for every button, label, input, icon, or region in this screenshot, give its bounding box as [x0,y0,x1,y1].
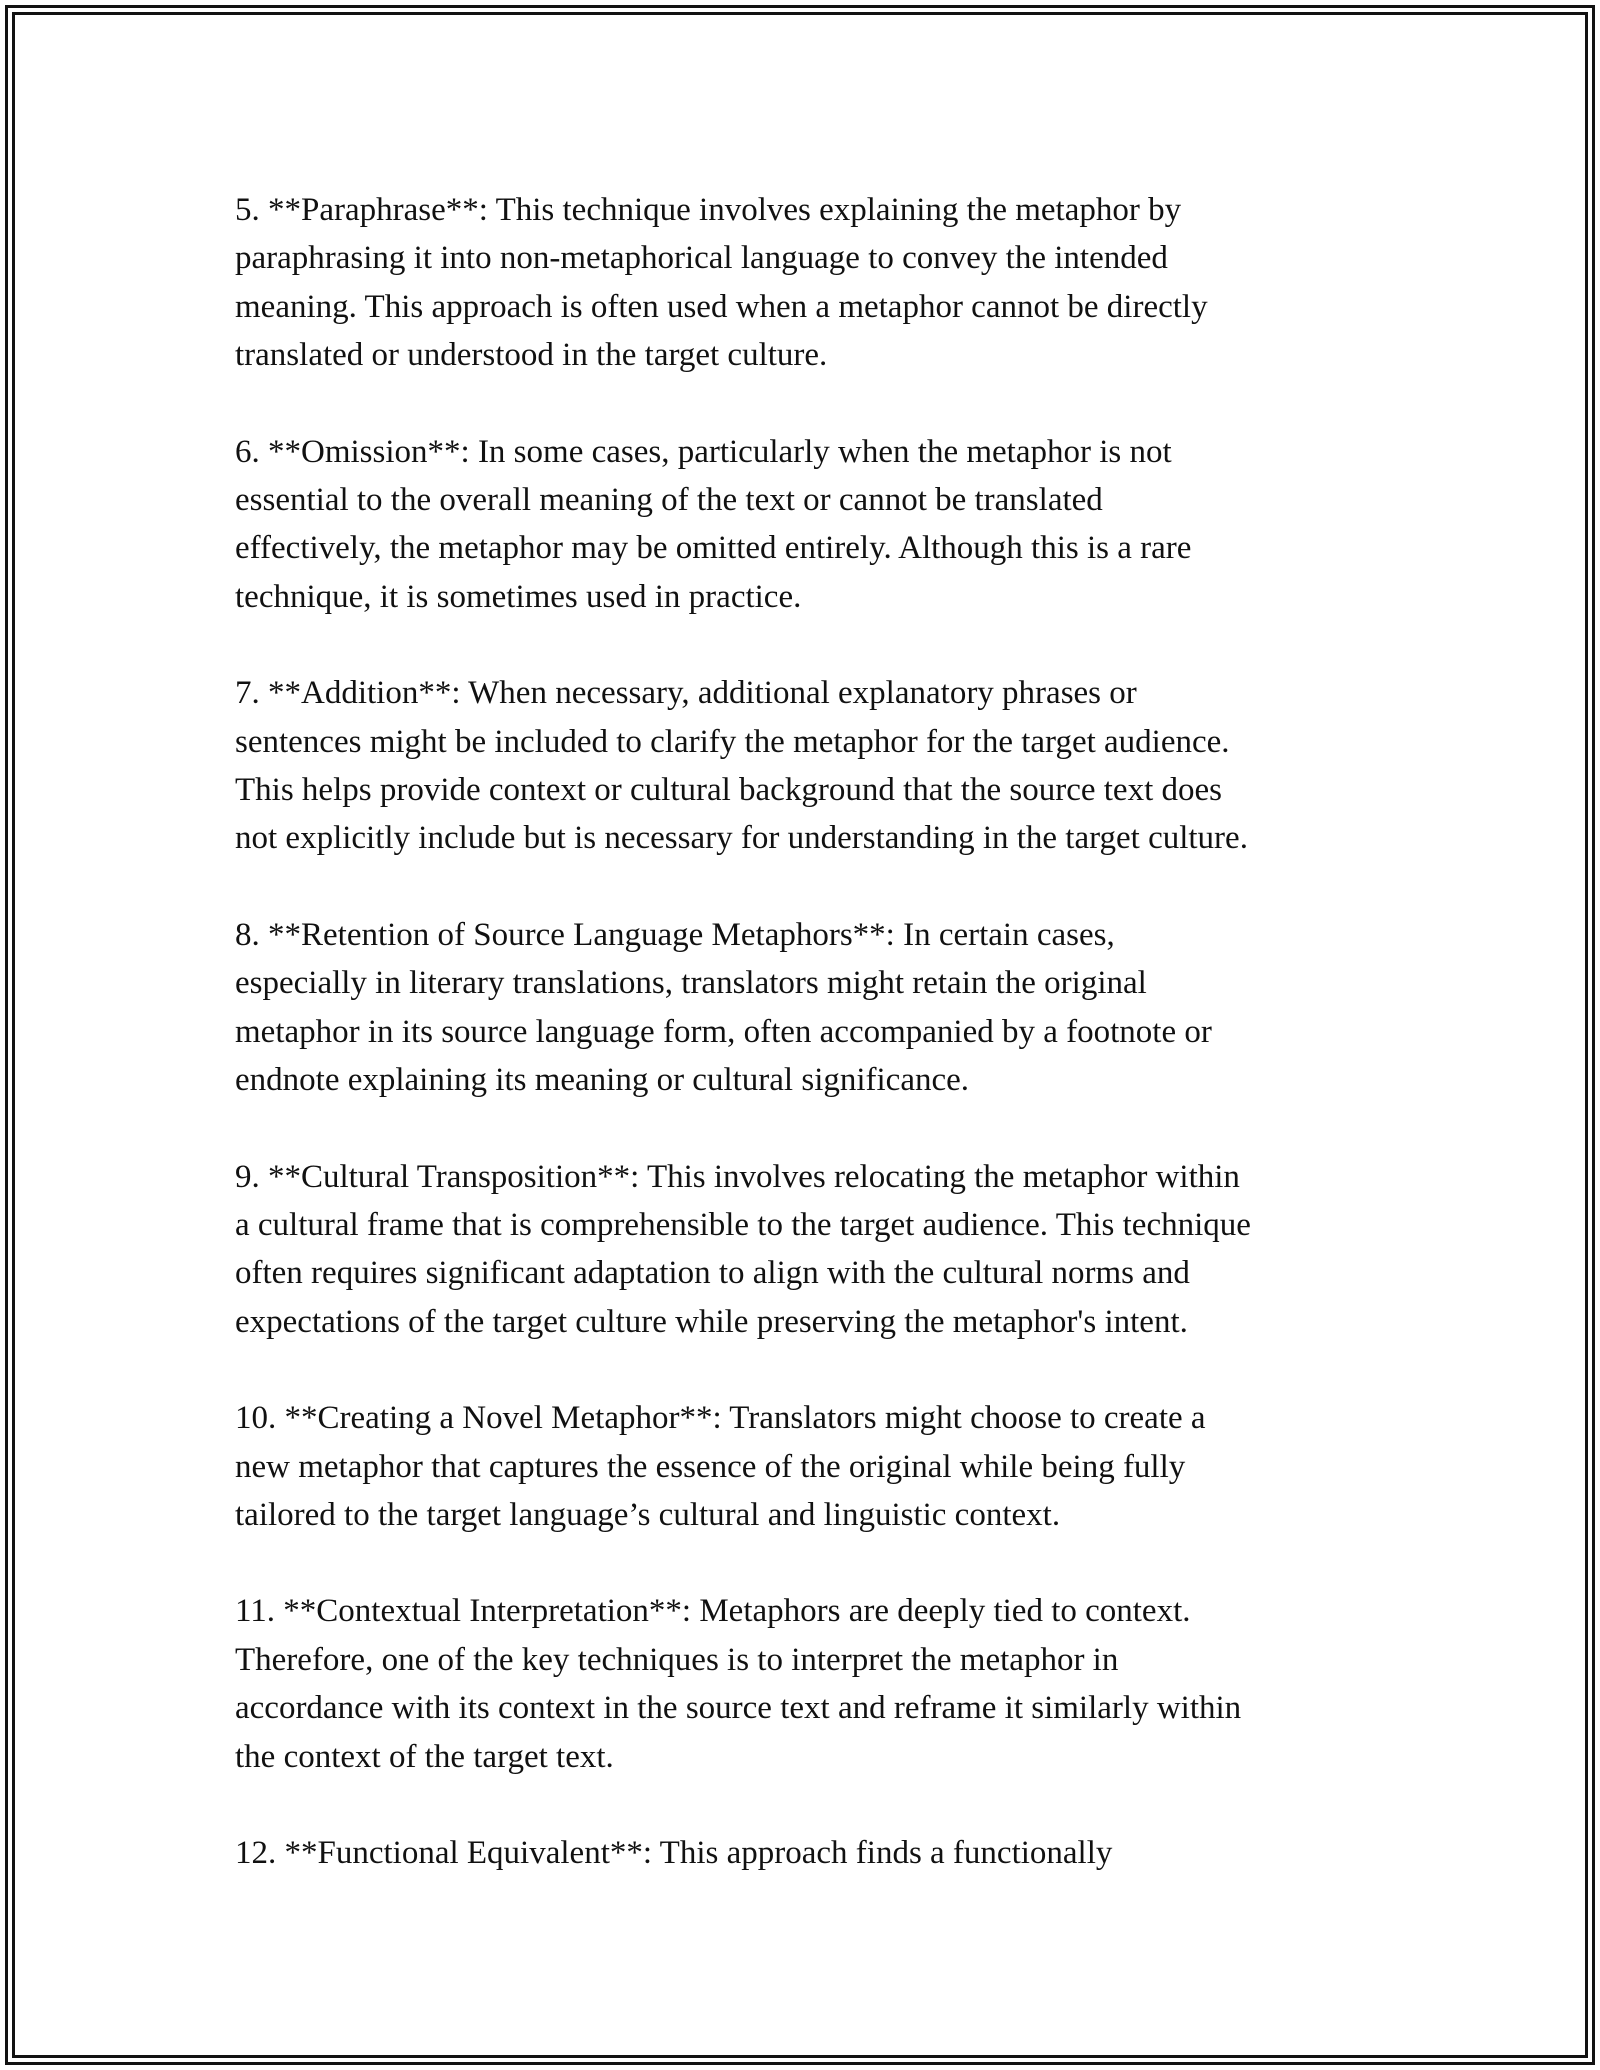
paragraph-retention: 8. **Retention of Source Language Metaphors**: In certain cases, especially in literary translations, translators might retain the original metaphor in its source language form, often accompanied by a footnote or endnote explaining its meaning or cultural significance. [235,916,1212,1099]
document-body [235,186,1375,1925]
paragraph-contextual-interpretation: 11. **Contextual Interpretation**: Metaphors are deeply tied to context. Therefore, one of the key techniques is to interpret the metaphor in accordance with its context in the source text and reframe it similarly within the context of the target text. [235,1593,1242,1775]
paragraph-functional-equivalent: 12. **Functional Equivalent**: This approach finds a functionally [235,1834,1113,1871]
paragraph-addition: 7. **Addition**: When necessary, additional explanatory phrases or sentences might be included to clarify the metaphor for the target audience. This helps provide context or cultural background that the source text does not explicitly include but is necessary for understanding in the target culture. [235,675,1248,857]
paragraph-paraphrase: 5. **Paraphrase**: This technique involves explaining the metaphor by paraphrasing it into non-metaphorical language to convey the intended meaning. This approach is often used when a metaphor cannot be directly translated or understood in the target culture. [235,192,1208,374]
paragraph-cultural-transposition: 9. **Cultural Transposition**: This involves relocating the metaphor within a cultural frame that is comprehensible to the target audience. This technique often requires significant adaptation to align with the cultural norms and expectations of the target culture while preserving the metaphor's intent. [235,1158,1251,1340]
paragraph-novel-metaphor: 10. **Creating a Novel Metaphor**: Translators might choose to create a new metaphor that captures the essence of the original while being fully tailored to the target language’s cultural and linguistic context. [235,1400,1206,1533]
paragraph-omission: 6. **Omission**: In some cases, particularly when the metaphor is not essential to the overall meaning of the text or cannot be translated effectively, the metaphor may be omitted entirely. Although this is a rare technique, it is sometimes used in practice. [235,433,1192,615]
